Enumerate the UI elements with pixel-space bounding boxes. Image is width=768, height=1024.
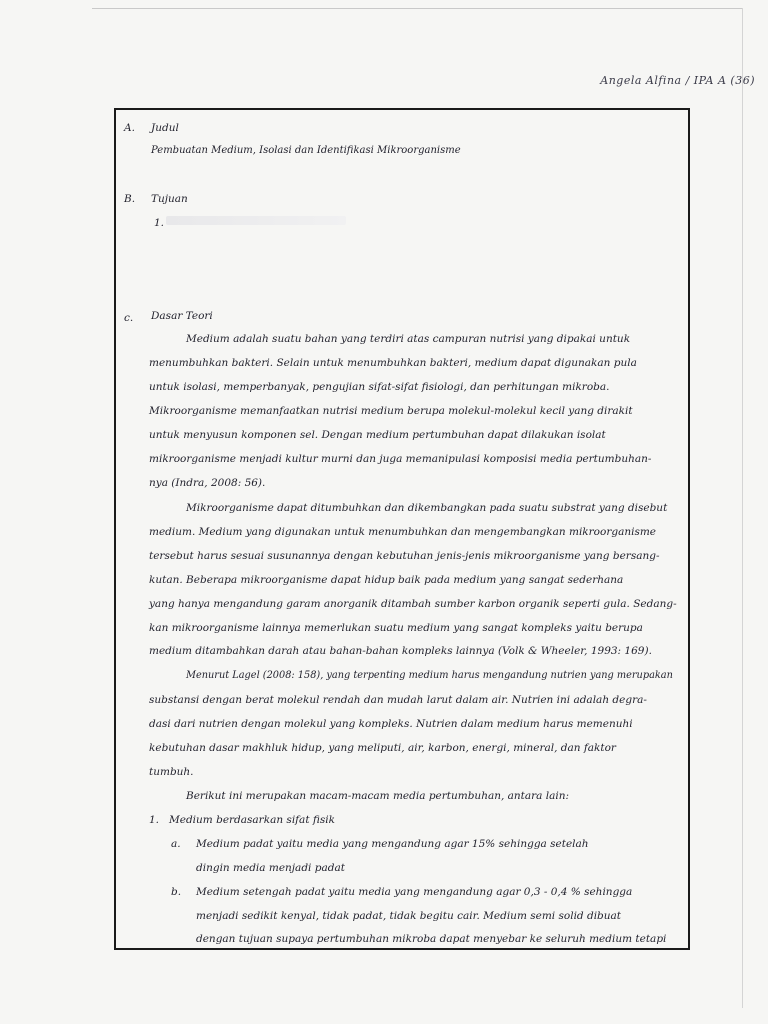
body-line: untuk isolasi, memperbanyak, pengujian sifat-sifat fisiologi, dan perhitungan mikroba. (149, 381, 610, 393)
section-a-letter: A. (124, 122, 135, 134)
body-line: tumbuh. (149, 766, 194, 778)
body-line: nya (Indra, 2008: 56). (149, 477, 266, 489)
document-frame (114, 108, 690, 950)
body-line: tersebut harus sesuai susunannya dengan kebutuhan jenis-jenis mikroorganisme yang bersang- (149, 550, 660, 562)
body-line: medium. Medium yang digunakan untuk menumbuhkan dan mengembangkan mikroorganisme (149, 526, 657, 538)
body-line: Mikroorganisme dapat ditumbuhkan dan dikembangkan pada suatu substrat yang disebut (186, 502, 668, 514)
section-c-heading: Dasar Teori (151, 310, 213, 322)
section-b-heading: Tujuan (151, 193, 188, 205)
body-line: menumbuhkan bakteri. Selain untuk menumbuhkan bakteri, medium dapat digunakan pula (149, 357, 637, 369)
list-label: Medium berdasarkan sifat fisik (169, 814, 335, 826)
body-line: medium ditambahkan darah atau bahan-bahan kompleks lainnya (Volk & Wheeler, 1993: 169). (149, 645, 652, 657)
body-line: Medium adalah suatu bahan yang terdiri atas campuran nutrisi yang dipakai untuk (186, 333, 631, 345)
page-edge-right (742, 8, 743, 1008)
body-line: kebutuhan dasar makhluk hidup, yang meliputi, air, karbon, energi, mineral, dan faktor (149, 742, 616, 754)
redacted-line (166, 216, 346, 225)
body-line: Mikroorganisme memanfaatkan nutrisi medium berupa molekul-molekul kecil yang dirakit (149, 405, 633, 417)
section-c-letter: c. (124, 312, 134, 324)
body-line: Menurut Lagel (2008: 158), yang terpenting medium harus mengandung nutrien yang merupakan (186, 670, 673, 681)
list-item-line: Medium setengah padat yaitu media yang mengandung agar 0,3 - 0,4 % sehingga (196, 886, 633, 898)
list-item-letter: b. (171, 886, 182, 898)
list-item-line: dengan tujuan supaya pertumbuhan mikroba dapat menyebar ke seluruh medium tetapi (196, 933, 667, 945)
list-item-line: dingin media menjadi padat (196, 862, 345, 874)
section-a-heading: Judul (151, 122, 179, 134)
list-item-line: menjadi sedikit kenyal, tidak padat, tidak begitu cair. Medium semi solid dibuat (196, 910, 622, 922)
list-number: 1. (149, 814, 160, 826)
body-line: kutan. Beberapa mikroorganisme dapat hidup baik pada medium yang sangat sederhana (149, 574, 624, 586)
body-line: yang hanya mengandung garam anorganik ditambah sumber karbon organik seperti gula. Sedang- (149, 598, 677, 610)
body-line: mikroorganisme menjadi kultur murni dan juga memanipulasi komposisi media pertumbuhan- (149, 453, 652, 465)
list-item-letter: a. (171, 838, 181, 850)
document-title: Pembuatan Medium, Isolasi dan Identifikasi Mikroorganisme (151, 145, 461, 156)
list-item-line: Medium padat yaitu media yang mengandung agar 15% sehingga setelah (196, 838, 589, 850)
page-edge-top (92, 8, 742, 9)
tujuan-item-number: 1. (154, 217, 165, 229)
body-line: substansi dengan berat molekul rendah dan mudah larut dalam air. Nutrien ini adalah degra- (149, 694, 647, 706)
student-name-note: Angela Alfina / IPA A (36) (600, 74, 755, 87)
body-line: dasi dari nutrien dengan molekul yang kompleks. Nutrien dalam medium harus memenuhi (149, 718, 633, 730)
body-line: kan mikroorganisme lainnya memerlukan suatu medium yang sangat kompleks yaitu berupa (149, 622, 643, 634)
body-line: Berikut ini merupakan macam-macam media pertumbuhan, antara lain: (186, 790, 570, 802)
section-b-letter: B. (124, 193, 136, 205)
body-line: untuk menyusun komponen sel. Dengan medium pertumbuhan dapat dilakukan isolat (149, 429, 606, 441)
